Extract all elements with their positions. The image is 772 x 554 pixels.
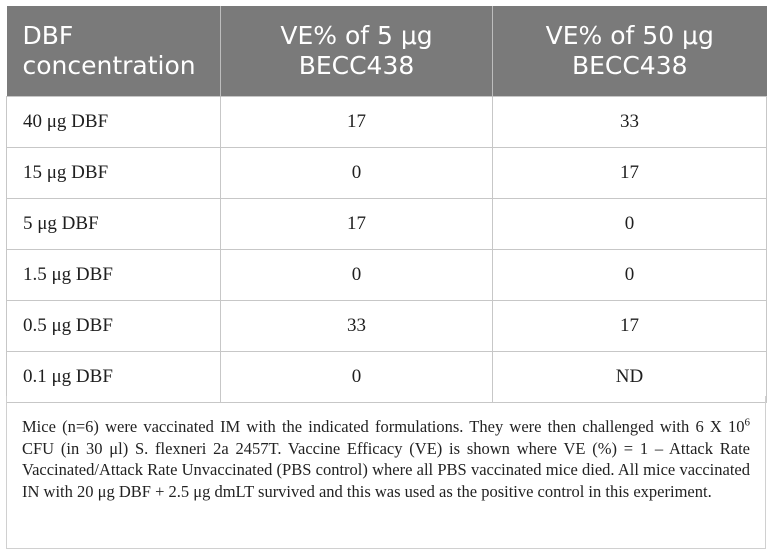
ve5-value: 17 [221, 97, 493, 148]
table-row [7, 97, 767, 148]
header-col2-line1: VE% of 5 μg [280, 21, 433, 50]
header-dbf-concentration [7, 6, 221, 97]
ve50-value: 0 [493, 199, 767, 250]
header-ve-5ug [221, 6, 493, 97]
row-label: 40 μg DBF [7, 97, 221, 148]
ve50-value: ND [493, 352, 767, 403]
ve5-value: 17 [221, 199, 493, 250]
footnote-text-part2: CFU (in 30 μl) S. flexneri 2a 2457T. Vaccine Efficacy (VE) is shown where VE (%) = 1 – Attack Rate Vaccinated/Attack Rate Unvaccinated (PBS control) where all PBS vaccinated mice died. All mice vaccinated IN with 20 μg DBF + 2.5 μg dmLT survived and this was used as the positive control in this experiment. [22, 438, 750, 501]
table-footnote [6, 416, 766, 502]
table-row [7, 301, 767, 352]
footnote-superscript: 6 [744, 416, 750, 429]
ve-results-table [6, 6, 767, 403]
header-col3-line2: BECC438 [571, 51, 688, 80]
row-label: 5 μg DBF [7, 199, 221, 250]
table-row [7, 250, 767, 301]
table-row [7, 199, 767, 250]
footnote-border-bottom [6, 548, 766, 549]
ve50-value: 0 [493, 250, 767, 301]
row-label: 15 μg DBF [7, 148, 221, 199]
table-header-row [7, 6, 767, 97]
table-row [7, 352, 767, 403]
ve5-value: 33 [221, 301, 493, 352]
ve5-value: 0 [221, 148, 493, 199]
header-col1-line2: concentration [22, 51, 196, 80]
header-ve-50ug [493, 6, 767, 97]
ve50-value: 17 [493, 301, 767, 352]
ve50-value: 17 [493, 148, 767, 199]
ve50-value: 33 [493, 97, 767, 148]
ve5-value: 0 [221, 250, 493, 301]
table-row [7, 148, 767, 199]
row-label: 0.1 μg DBF [7, 352, 221, 403]
header-col3-line1: VE% of 50 μg [545, 21, 714, 50]
row-label: 1.5 μg DBF [7, 250, 221, 301]
footnote-text-part1: Mice (n=6) were vaccinated IM with the indicated formulations. They were then challenged with 6 X 10 [22, 417, 745, 436]
header-col2-line2: BECC438 [298, 51, 415, 80]
header-col1-line1: DBF [22, 21, 74, 50]
results-table-container [6, 6, 766, 403]
row-label: 0.5 μg DBF [7, 301, 221, 352]
ve5-value: 0 [221, 352, 493, 403]
